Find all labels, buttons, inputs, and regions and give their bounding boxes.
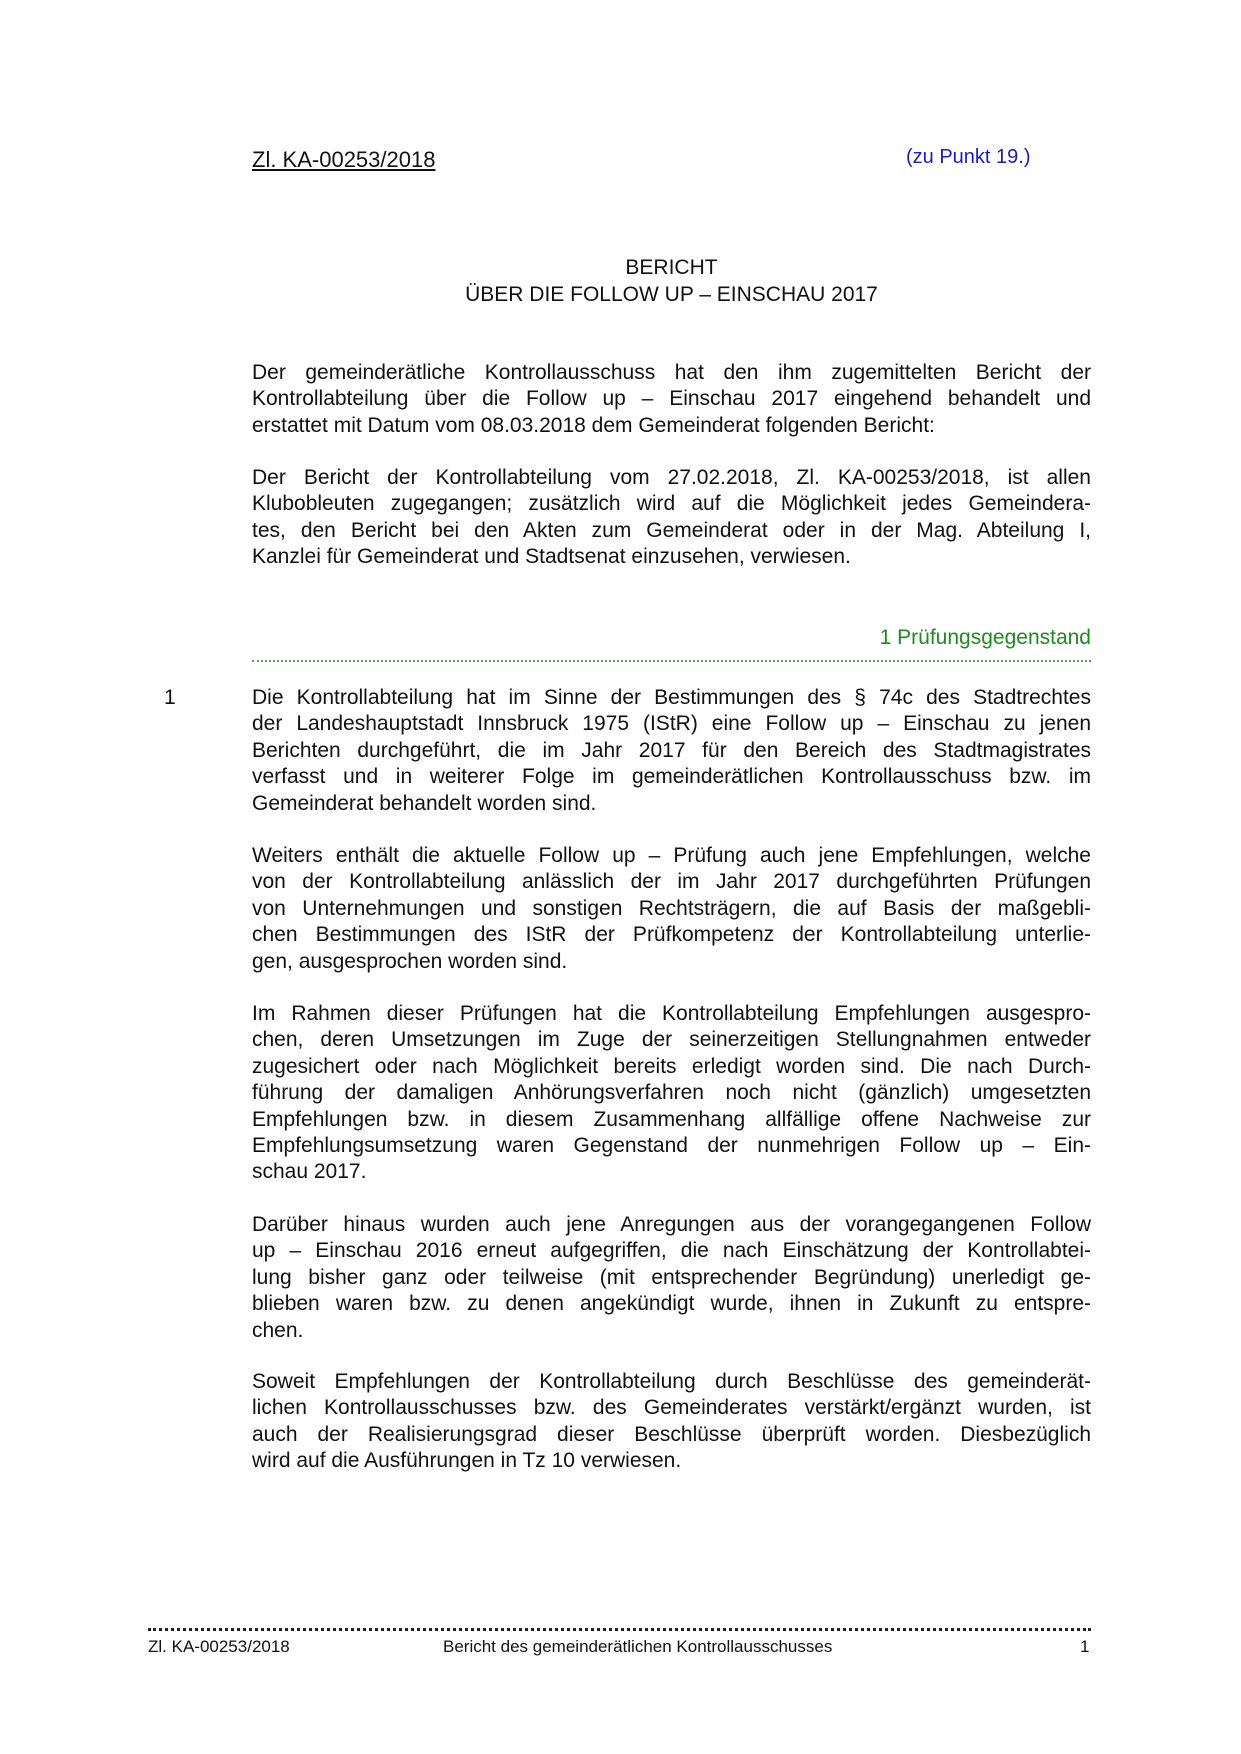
page-number: 1: [1080, 1637, 1090, 1656]
text-line: tes, den Bericht bei den Akten zum Gemeinderat oder in der Mag. Abteilung I,: [252, 518, 1091, 542]
text-line: Empfehlungsumsetzung waren Gegenstand der nunmehrigen Follow up – Ein-: [252, 1134, 1091, 1158]
text-line: Kontrollabteilung über die Follow up – Einschau 2017 eingehend behandelt und: [252, 387, 1091, 411]
section-heading: 1 Prüfungsgegenstand: [879, 626, 1091, 649]
text-line: Berichten durchgeführt, die im Jahr 2017 für den Bereich des Stadtmagistrates: [252, 738, 1091, 762]
text-line: lung bisher ganz oder teilweise (mit entsprechender Begründung) unerledigt ge-: [252, 1265, 1091, 1289]
text-line: Die Kontrollabteilung hat im Sinne der Bestimmungen des § 74c des Stadtrechtes: [252, 686, 1091, 709]
text-line: lichen Kontrollausschusses bzw. des Gemeinderates verstärkt/ergänzt wurden, ist: [252, 1396, 1091, 1420]
text-line: zugesichert oder nach Möglichkeit bereits erledigt worden sind. Die nach Durch-: [252, 1054, 1091, 1078]
body-paragraph: [252, 843, 1091, 975]
text-line: schau 2017.: [252, 1160, 367, 1184]
text-line: von Unternehmungen und sonstigen Rechtsträgern, die auf Basis der maßgebli-: [252, 896, 1091, 920]
body-paragraph: [252, 1369, 1091, 1475]
text-line: blieben waren bzw. zu denen angekündigt wurde, ihnen in Zukunft zu entspre-: [252, 1292, 1091, 1316]
text-line: führung der damaligen Anhörungsverfahren noch nicht (gänzlich) umgesetzten: [252, 1081, 1091, 1105]
text-line: auch der Realisierungsgrad dieser Beschlüsse überprüft worden. Diesbezüglich: [252, 1422, 1091, 1446]
text-line: Soweit Empfehlungen der Kontrollabteilung durch Beschlüsse des gemeinderät-: [252, 1370, 1091, 1393]
footer-reference: Zl. KA-00253/2018: [148, 1637, 290, 1656]
body-paragraph: [252, 1212, 1091, 1344]
text-line: chen Bestimmungen des IStR der Prüfkompetenz der Kontrollabteilung unterlie-: [252, 923, 1091, 947]
footer-divider: [148, 1628, 1091, 1631]
paragraph-number: 1: [164, 686, 176, 709]
text-line: Klubobleuten zugegangen; zusätzlich wird auf die Möglichkeit jedes Gemeindera-: [252, 492, 1091, 516]
text-line: Im Rahmen dieser Prüfungen hat die Kontrollabteilung Empfehlungen ausgespro-: [252, 1002, 1091, 1025]
text-line: von der Kontrollabteilung anlässlich der im Jahr 2017 durchgeführten Prüfungen: [252, 870, 1091, 894]
report-subtitle: ÜBER DIE FOLLOW UP – EINSCHAU 2017: [465, 283, 878, 306]
intro-paragraph: [252, 360, 1091, 439]
document-reference: Zl. KA-00253/2018: [252, 147, 436, 172]
text-line: Der gemeinderätliche Kontrollausschuss hat den ihm zugemittelten Bericht der: [252, 361, 1091, 384]
text-line: erstattet mit Datum vom 08.03.2018 dem Gemeinderat folgenden Bericht:: [252, 413, 935, 437]
text-line: der Landeshauptstadt Innsbruck 1975 (IStR) eine Follow up – Einschau zu jenen: [252, 712, 1091, 736]
text-line: wird auf die Ausführungen in Tz 10 verwiesen.: [252, 1449, 682, 1473]
intro-paragraph: [252, 465, 1091, 571]
text-line: chen.: [252, 1318, 304, 1342]
text-line: Der Bericht der Kontrollabteilung vom 27.02.2018, Zl. KA-00253/2018, ist allen: [252, 466, 1091, 489]
text-line: Gemeinderat behandelt worden sind.: [252, 791, 597, 815]
text-line: Empfehlungen bzw. in diesem Zusammenhang allfällige offene Nachweise zur: [252, 1107, 1091, 1131]
body-paragraph: [252, 1001, 1091, 1186]
footer-title: Bericht des gemeinderätlichen Kontrollausschusses: [443, 1637, 833, 1656]
text-line: chen, deren Umsetzungen im Zuge der seinerzeitigen Stellungnahmen entweder: [252, 1028, 1091, 1052]
text-line: gen, ausgesprochen worden sind.: [252, 949, 568, 973]
report-title: BERICHT: [625, 256, 718, 279]
agenda-point: (zu Punkt 19.): [906, 146, 1031, 168]
text-line: verfasst und in weiterer Folge im gemeinderätlichen Kontrollausschuss bzw. im: [252, 765, 1091, 789]
section-divider: [252, 660, 1091, 662]
text-line: Weiters enthält die aktuelle Follow up – Prüfung auch jene Empfehlungen, welche: [252, 844, 1091, 867]
text-line: up – Einschau 2016 erneut aufgegriffen, die nach Einschätzung der Kontrollabtei-: [252, 1239, 1091, 1263]
text-line: Darüber hinaus wurden auch jene Anregungen aus der vorangegangenen Follow: [252, 1213, 1091, 1236]
text-line: Kanzlei für Gemeinderat und Stadtsenat einzusehen, verwiesen.: [252, 545, 851, 569]
body-paragraph: [252, 685, 1091, 817]
